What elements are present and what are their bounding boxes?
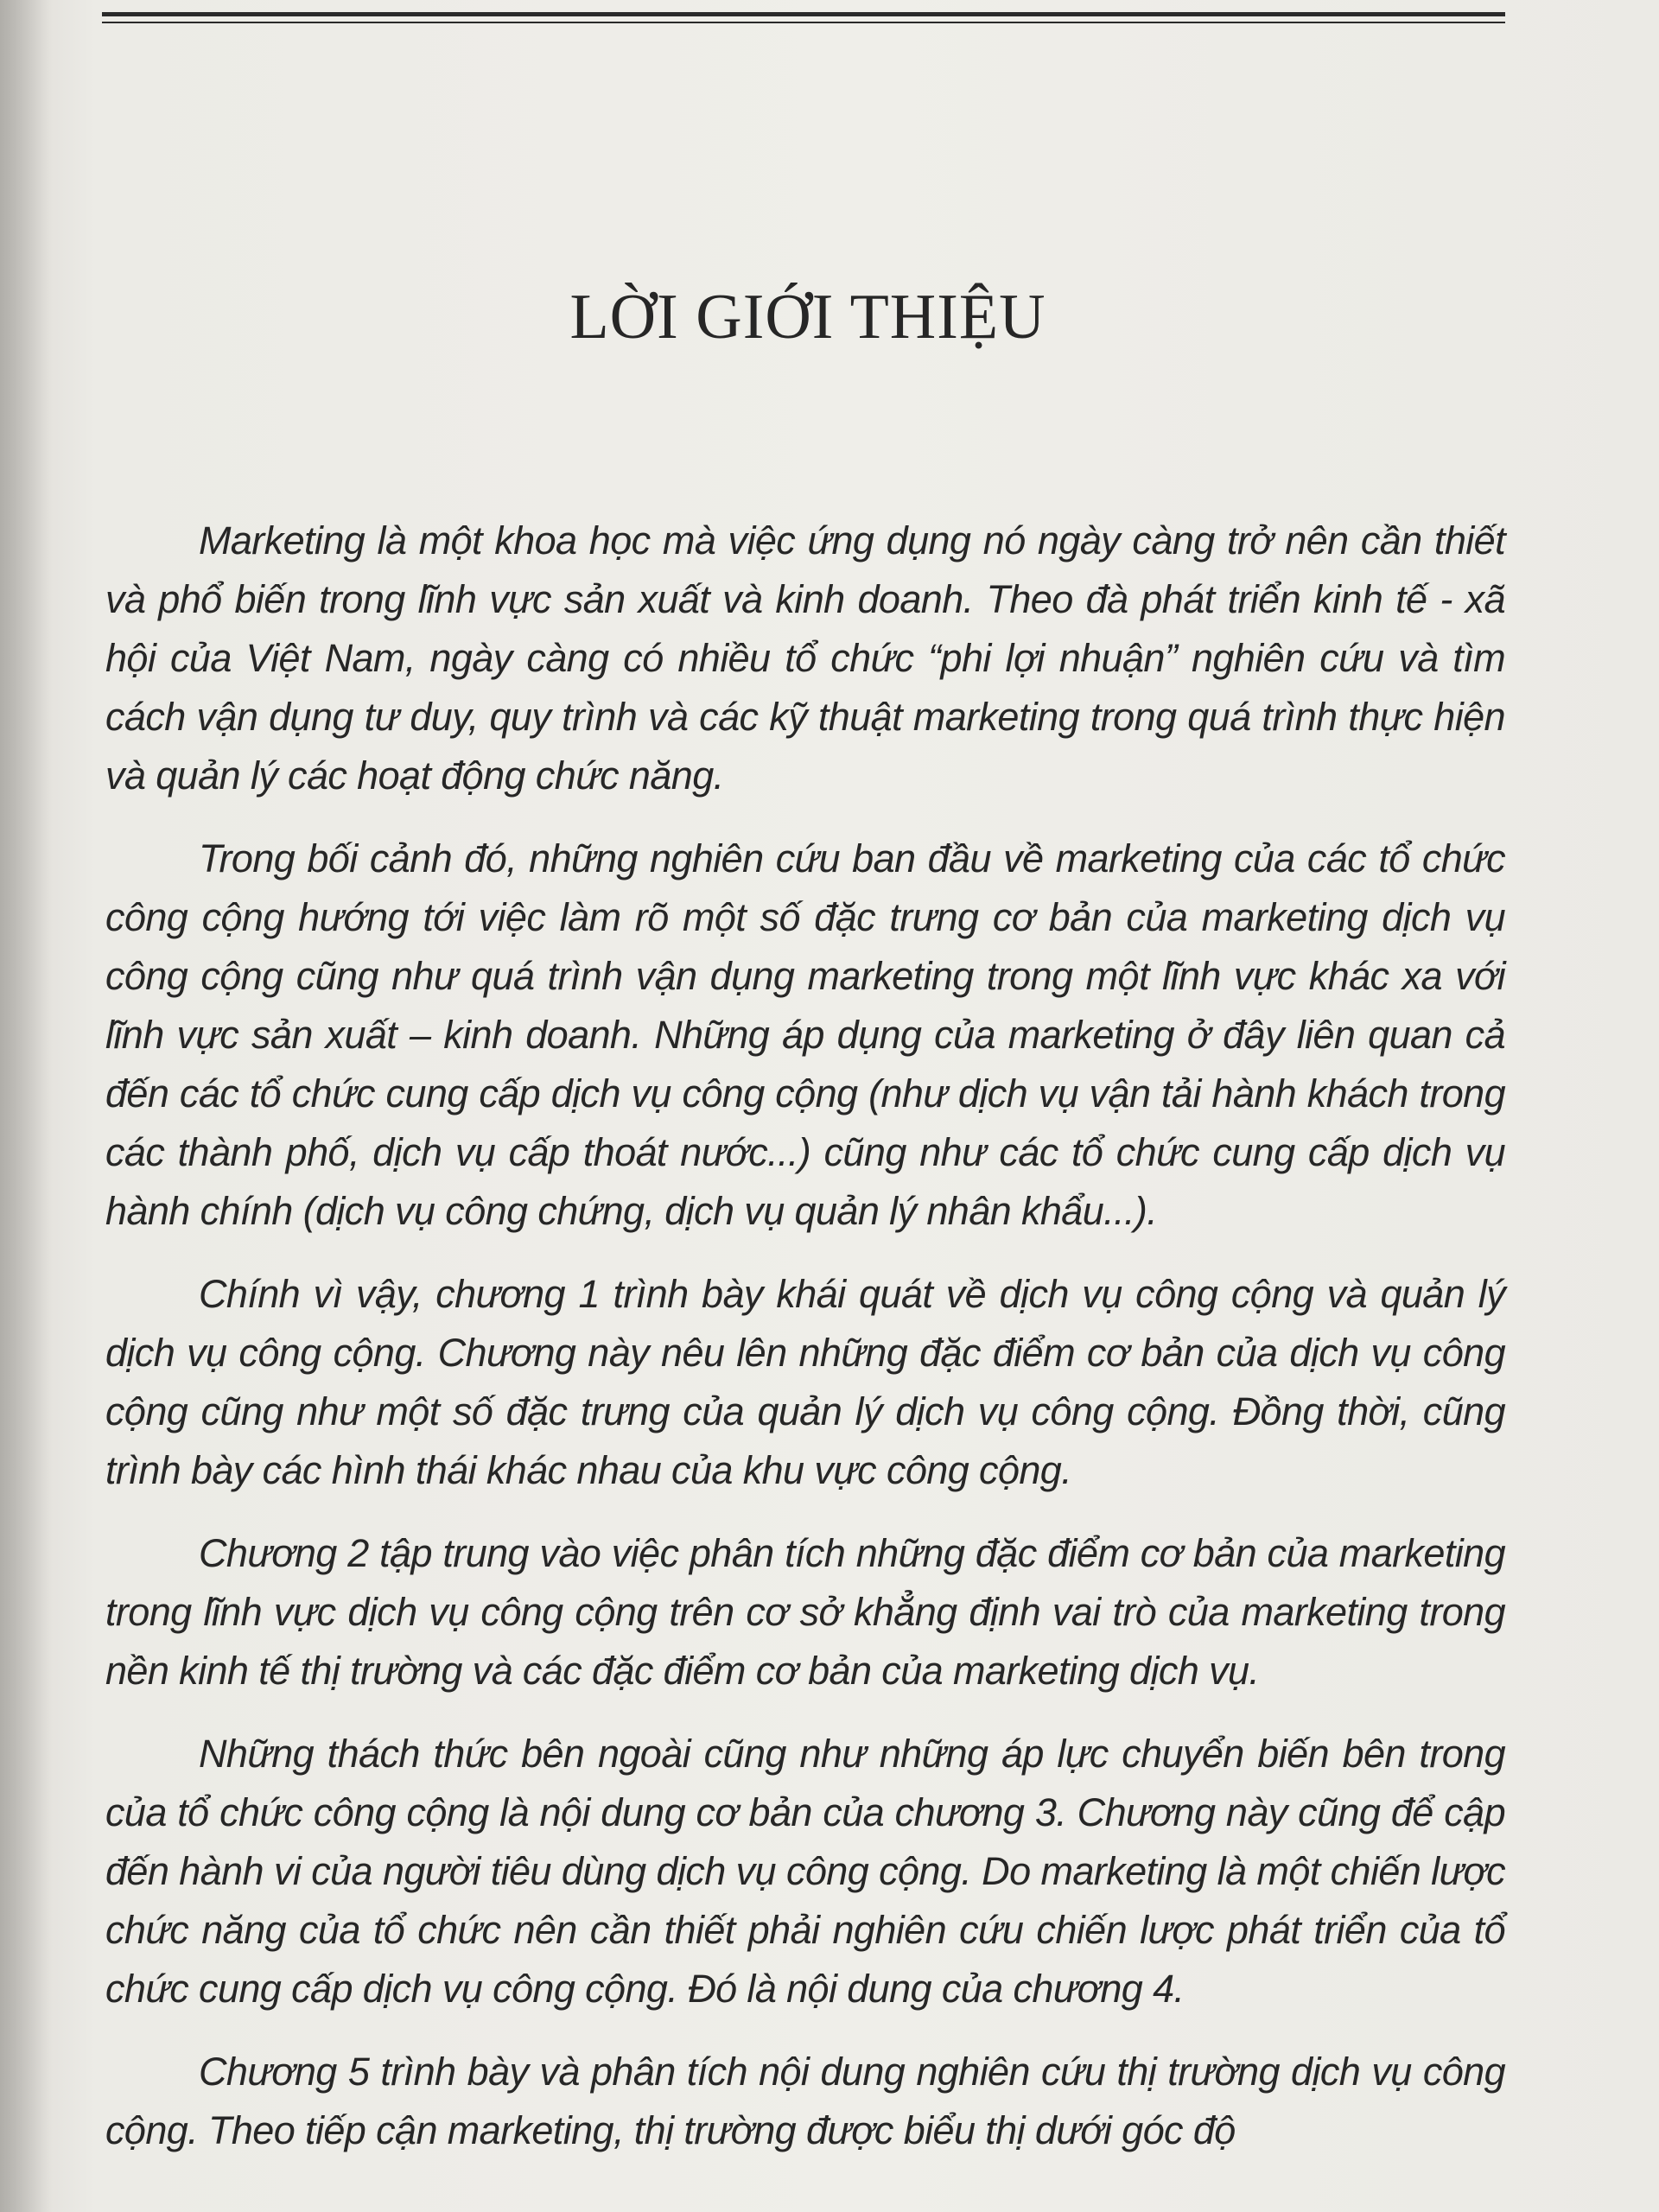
paragraph: Chương 5 trình bày và phân tích nội dung nghiên cứu thị trường dịch vụ công cộng. Theo tiếp cận marketing, thị trường được biểu thị dưới góc độ <box>105 2050 1505 2152</box>
paragraph: Trong bối cảnh đó, những nghiên cứu ban đầu về marketing của các tổ chức công cộng hướng tới việc làm rõ một số đặc trưng cơ bản của marketing dịch vụ công cộng cũng như quá trình vận dụng marketing trong một lĩnh vực khác xa với lĩnh vực sản xuất – kinh doanh. Những áp dụng của marketing ở đây liên quan cả đến các tổ chức cung cấp dịch vụ công cộng (như dịch vụ vận tải hành khách trong các thành phố, dịch vụ cấp thoát nước...) cũng như các tổ chức cung cấp dịch vụ hành chính (dịch vụ công chứng, dịch vụ quản lý nhân khẩu...). <box>105 836 1505 1233</box>
header-rule-thin <box>102 22 1505 23</box>
paragraph: Những thách thức bên ngoài cũng như những áp lực chuyển biến bên trong của tổ chức công cộng là nội dung cơ bản của chương 3. Chương này cũng để cập đến hành vi của người tiêu dùng dịch vụ công cộng. Do marketing là một chiến lược chức năng của tổ chức nên cần thiết phải nghiên cứu chiến lược phát triển của tổ chức cung cấp dịch vụ công cộng. Đó là nội dung của chương 4. <box>105 1732 1505 2011</box>
page-title: LỜI GIỚI THIỆU <box>569 282 1046 353</box>
header-rule <box>102 12 1505 16</box>
paragraph: Chính vì vậy, chương 1 trình bày khái quát về dịch vụ công cộng và quản lý dịch vụ công cộng. Chương này nêu lên những đặc điểm cơ bản của dịch vụ công cộng cũng như một số đặc trưng của quản lý dịch vụ công cộng. Đồng thời, cũng trình bày các hình thái khác nhau của khu vực công cộng. <box>105 1272 1505 1492</box>
paragraph: Chương 2 tập trung vào việc phân tích những đặc điểm cơ bản của marketing trong lĩnh vực dịch vụ công cộng trên cơ sở khẳng định vai trò của marketing trong nền kinh tế thị trường và các đặc điểm cơ bản của marketing dịch vụ. <box>105 1531 1505 1693</box>
paragraph: Marketing là một khoa học mà việc ứng dụng nó ngày càng trở nên cần thiết và phổ biến trong lĩnh vực sản xuất và kinh doanh. Theo đà phát triển kinh tế - xã hội của Việt Nam, ngày càng có nhiều tổ chức “phi lợi nhuận” nghiên cứu và tìm cách vận dụng tư duy, quy trình và các kỹ thuật marketing trong quá trình thực hiện và quản lý các hoạt động chức năng. <box>105 518 1505 798</box>
body-text <box>105 512 1505 2184</box>
